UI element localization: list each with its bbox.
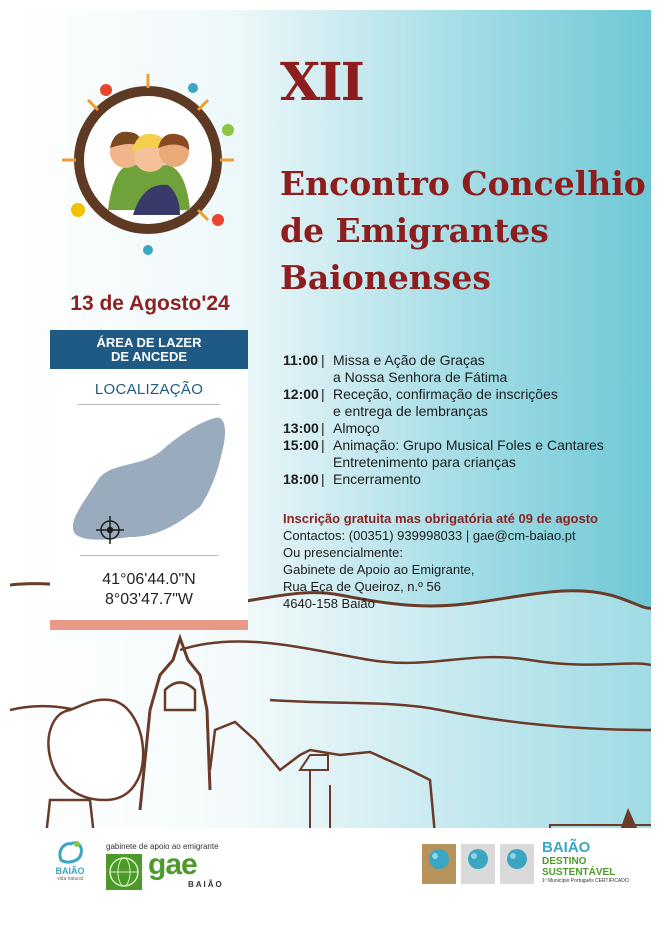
program-time: 18:00: [283, 471, 319, 487]
coordinates: [50, 570, 248, 610]
program-text: Animação: Grupo Musical Foles e Cantares: [333, 437, 604, 453]
program-time: 15:00: [283, 437, 319, 453]
program-schedule: [283, 352, 604, 488]
title-line-3: Baionenses: [280, 258, 491, 297]
venue-header: [50, 330, 248, 369]
card-accent-bar: [50, 620, 248, 630]
program-time: 13:00: [283, 420, 319, 436]
baiao-logo-icon: [55, 838, 85, 866]
edition-number: XII: [280, 52, 363, 113]
venue-line-2: DE ANCEDE: [110, 349, 188, 364]
earthcheck-icon: [461, 844, 495, 874]
emigrants-globe-emblem: [48, 60, 248, 260]
venue-line-1: ÁREA DE LAZER: [96, 335, 202, 350]
latitude: 41°06'44.0"N: [102, 571, 196, 588]
earthcheck-icon: [500, 844, 534, 874]
divider: [80, 555, 218, 556]
gae-logo-text: gae: [148, 848, 197, 881]
baiao-logo-text: BAIÃO: [55, 866, 85, 876]
program-text: Missa e Ação de Graças: [333, 352, 485, 368]
location-label: LOCALIZAÇÃO: [94, 381, 204, 398]
gae-globe-icon: [106, 854, 142, 890]
registration-info: [283, 510, 598, 612]
gae-logo-sub: BAIÃO: [188, 880, 224, 889]
footer-logos: [50, 838, 650, 890]
baiao-logo: [50, 838, 90, 890]
program-item: 15:00 | Animação: Grupo Musical Foles e Cantares Entretenimento para crianças: [283, 437, 604, 470]
program-continuation: Entretenimento para crianças: [333, 454, 516, 470]
program-text: Receção, confirmação de inscrições: [333, 386, 558, 402]
title-line-2: de Emigrantes: [280, 211, 549, 250]
program-item: 18:00 | Encerramento: [283, 471, 421, 487]
poster: [10, 10, 651, 890]
certificate-badge: [500, 844, 534, 884]
certification-badges: [422, 844, 534, 884]
certificate-badge: [422, 844, 456, 884]
program-continuation: a Nossa Senhora de Fátima: [333, 369, 508, 385]
certificate-badge: [461, 844, 495, 884]
destino-sustentavel-logo: [542, 840, 642, 890]
destino-line-2: SUSTENTÁVEL: [542, 867, 616, 878]
earthcheck-icon: [422, 844, 456, 874]
program-item: 11:00 | Missa e Ação de Graças a Nossa Senhora de Fátima: [283, 352, 604, 386]
destino-line-3: 1º Município Português CERTIFICADO: [542, 878, 629, 884]
program-time: 12:00: [283, 386, 319, 402]
location-card: [50, 330, 248, 630]
gae-caption: gabinete de apoio ao emigrante: [106, 842, 219, 851]
program-text: Almoço: [333, 420, 380, 436]
in-person-line: Ou presencialmente:: [283, 545, 403, 560]
destino-line-1: DESTINO: [542, 856, 587, 867]
event-title: [280, 160, 646, 301]
program-continuation: e entrega de lembranças: [333, 403, 488, 419]
longitude: 8°03'47.7"W: [104, 591, 194, 608]
divider: [78, 404, 220, 405]
program-item: 12:00 | Receção, confirmação de inscrições e entrega de lembranças: [283, 386, 604, 420]
registration-headline: Inscrição gratuita mas obrigatória até 09 de agosto: [283, 511, 598, 526]
office-street: Rua Eça de Queiroz, n.º 56: [283, 579, 441, 594]
office-postal: 4640-158 Baião: [283, 596, 375, 611]
program-item: 13:00 | Almoço: [283, 420, 380, 436]
office-name: Gabinete de Apoio ao Emigrante,: [283, 562, 475, 577]
event-date: 13 de Agosto'24: [70, 292, 230, 315]
contacts-line: Contactos: (00351) 939998033 | gae@cm-baiao.pt: [283, 528, 576, 543]
gae-logo: [106, 842, 246, 890]
baiao-logo-tagline: vida natural: [57, 876, 83, 882]
title-line-1: Encontro Concelhio: [280, 164, 646, 203]
destino-title: BAIÃO: [542, 839, 591, 856]
municipality-map: [50, 412, 248, 562]
program-time: 11:00: [283, 352, 319, 368]
program-text: Encerramento: [333, 471, 421, 487]
